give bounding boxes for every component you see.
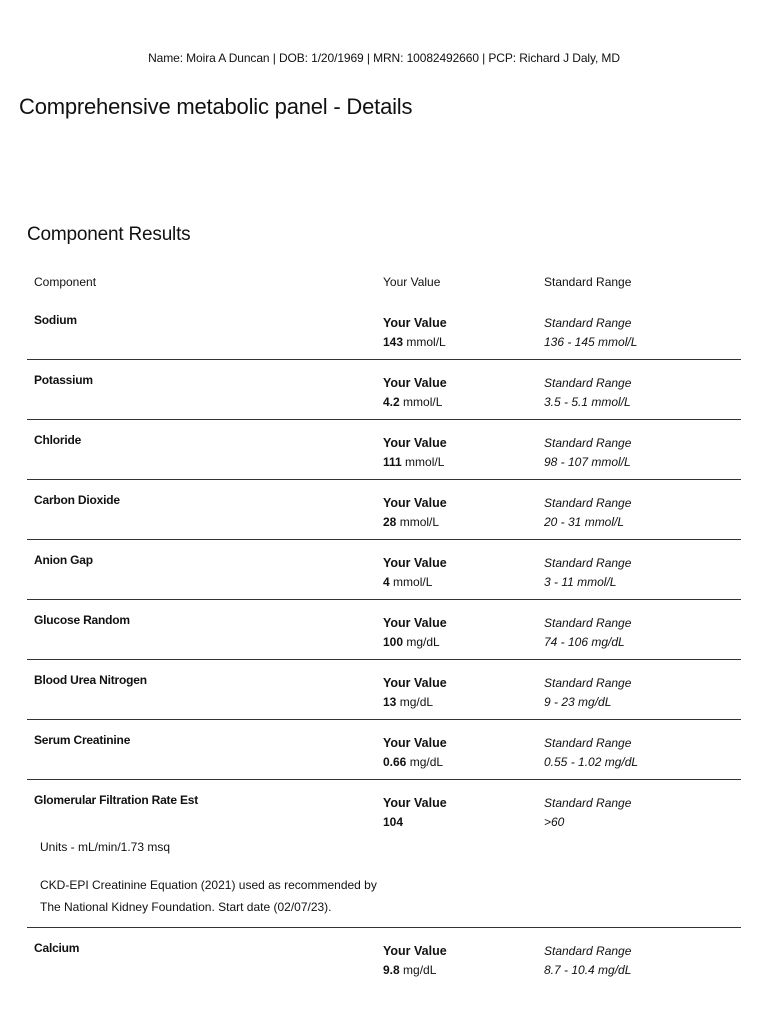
value-number: 13 — [383, 695, 397, 709]
range-label: Standard Range — [544, 376, 632, 390]
range-label: Standard Range — [544, 796, 632, 810]
section-title: Component Results — [27, 224, 191, 245]
value-label: Your Value — [383, 616, 447, 630]
column-headers — [34, 275, 734, 291]
value-number: 100 — [383, 635, 404, 649]
range-value: 3 - 11 mmol/L — [544, 575, 617, 589]
value-cell — [383, 734, 447, 772]
units-note: Units - mL/min/1.73 msq — [40, 840, 171, 854]
value-number: 111 — [383, 455, 402, 469]
value-number: 9.8 — [383, 963, 400, 977]
value-unit: mg/dL — [409, 755, 444, 769]
value-cell — [383, 434, 447, 472]
value-unit: mmol/L — [399, 515, 440, 529]
method-note-line: CKD-EPI Creatinine Equation (2021) used as recommended by — [40, 878, 377, 892]
table-row — [27, 420, 741, 480]
value-label: Your Value — [383, 796, 447, 810]
table-row — [27, 600, 741, 660]
range-value: 0.55 - 1.02 mg/dL — [544, 755, 639, 769]
component-name: Chloride — [34, 433, 82, 447]
range-cell — [544, 674, 631, 712]
value-label: Your Value — [383, 496, 447, 510]
value-cell — [383, 374, 447, 412]
column-header-standard-range: Standard Range — [544, 275, 632, 289]
value-cell — [383, 494, 447, 532]
component-name: Carbon Dioxide — [34, 493, 120, 507]
range-cell — [544, 554, 631, 592]
range-cell — [544, 734, 638, 772]
range-label: Standard Range — [544, 944, 632, 958]
range-cell — [544, 494, 631, 532]
column-header-your-value: Your Value — [383, 275, 441, 289]
patient-header: Name: Moira A Duncan | DOB: 1/20/1969 | MRN: 10082492660 | PCP: Richard J Daly, MD — [148, 51, 620, 65]
method-note-line: The National Kidney Foundation. Start date (02/07/23). — [40, 900, 332, 914]
value-cell — [383, 554, 447, 592]
table-row — [27, 660, 741, 720]
component-name: Serum Creatinine — [34, 733, 131, 747]
value-number: 4.2 — [383, 395, 400, 409]
component-name: Glucose Random — [34, 613, 130, 627]
range-cell — [544, 434, 631, 472]
component-name: Anion Gap — [34, 553, 93, 567]
value-label: Your Value — [383, 676, 447, 690]
range-value: 9 - 23 mg/dL — [544, 695, 612, 709]
range-label: Standard Range — [544, 616, 632, 630]
value-number: 28 — [383, 515, 397, 529]
value-label: Your Value — [383, 556, 447, 570]
component-name: Blood Urea Nitrogen — [34, 673, 147, 687]
value-unit: mg/dL — [406, 635, 440, 649]
table-row — [27, 780, 741, 928]
value-unit: mg/dL — [399, 695, 434, 709]
method-note — [40, 874, 377, 918]
value-number: 104 — [383, 815, 404, 829]
range-label: Standard Range — [544, 736, 632, 750]
column-header-component: Component — [34, 275, 97, 289]
value-label: Your Value — [383, 436, 447, 450]
value-unit: mg/dL — [403, 963, 437, 977]
value-cell — [383, 314, 447, 352]
range-value: 98 - 107 mmol/L — [544, 455, 631, 469]
range-cell — [544, 314, 637, 352]
range-label: Standard Range — [544, 316, 632, 330]
value-unit: mmol/L — [403, 395, 443, 409]
value-number: 4 — [383, 575, 390, 589]
value-number: 143 — [383, 335, 404, 349]
value-cell — [383, 942, 447, 980]
value-cell — [383, 614, 447, 652]
value-cell — [383, 794, 447, 832]
results-table — [27, 300, 741, 987]
table-row — [27, 928, 741, 987]
range-label: Standard Range — [544, 676, 632, 690]
value-cell — [383, 674, 447, 712]
component-name: Calcium — [34, 941, 80, 955]
range-label: Standard Range — [544, 496, 632, 510]
range-value: >60 — [544, 815, 565, 829]
range-value: 20 - 31 mmol/L — [544, 515, 625, 529]
value-label: Your Value — [383, 376, 447, 390]
range-value: 74 - 106 mg/dL — [544, 635, 625, 649]
component-name: Glomerular Filtration Rate Est — [34, 793, 199, 807]
value-label: Your Value — [383, 944, 447, 958]
range-label: Standard Range — [544, 436, 632, 450]
value-label: Your Value — [383, 316, 447, 330]
range-cell — [544, 374, 631, 412]
table-row — [27, 480, 741, 540]
component-name: Potassium — [34, 373, 93, 387]
range-value: 3.5 - 5.1 mmol/L — [544, 395, 631, 409]
range-cell — [544, 614, 631, 652]
value-unit: mmol/L — [393, 575, 433, 589]
range-value: 8.7 - 10.4 mg/dL — [544, 963, 632, 977]
value-label: Your Value — [383, 736, 447, 750]
table-row — [27, 720, 741, 780]
table-row — [27, 540, 741, 600]
table-row — [27, 360, 741, 420]
range-cell — [544, 942, 631, 980]
component-name: Sodium — [34, 313, 77, 327]
table-row — [27, 300, 741, 360]
range-cell — [544, 794, 631, 832]
value-unit: mmol/L — [406, 335, 446, 349]
range-label: Standard Range — [544, 556, 632, 570]
page-title: Comprehensive metabolic panel - Details — [19, 94, 413, 119]
value-unit: mmol/L — [405, 455, 445, 469]
value-number: 0.66 — [383, 755, 407, 769]
range-value: 136 - 145 mmol/L — [544, 335, 638, 349]
